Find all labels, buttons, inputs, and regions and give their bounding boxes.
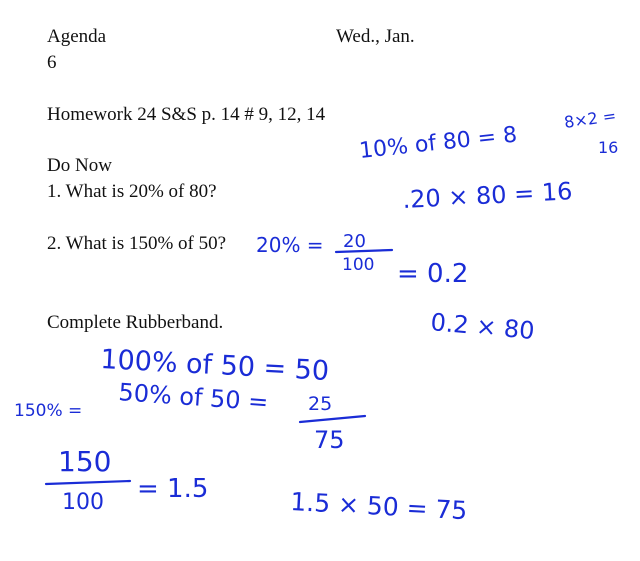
hw-frac2-eq: = 1.5 (137, 474, 209, 504)
agenda-title: Agenda (47, 26, 107, 47)
hw-fraction-eq: = 0.2 (397, 259, 469, 289)
question-2: 2. What is 150% of 50? (47, 233, 227, 254)
hw-decimal-mult: 0.2 × 80 (429, 308, 536, 346)
hw-final: 1.5 × 50 = 75 (289, 487, 469, 526)
agenda-date: Wed., Jan. (336, 26, 415, 47)
hw-fifty-result: 25 (308, 393, 333, 415)
hw-fraction-den: 100 (342, 255, 375, 275)
hw-ten-percent: 10% of 80 = 8 (358, 122, 519, 164)
hw-fraction-label: 20% = (256, 233, 324, 257)
hw-frac2-bar (46, 481, 130, 484)
hw-fifty-percent: 50% of 50 = (117, 378, 270, 417)
do-now-heading: Do Now (47, 155, 112, 176)
hw-sum: 75 (314, 426, 345, 454)
hw-decimal: .20 × 80 = 16 (401, 177, 574, 214)
hw-fraction-num: 20 (343, 231, 366, 252)
complete-rubberband: Complete Rubberband. (47, 312, 224, 333)
homework-line: Homework 24 S&S p. 14 # 9, 12, 14 (47, 104, 326, 125)
hw-oneFifty-label: 150% = (14, 401, 83, 421)
hw-double-result: 16 (598, 138, 619, 157)
hw-hundred-percent: 100% of 50 = 50 (99, 344, 330, 387)
agenda-number: 6 (47, 52, 57, 73)
question-1: 1. What is 20% of 80? (47, 181, 217, 202)
hw-frac2-den: 100 (62, 490, 104, 515)
hw-sum-bar (300, 416, 365, 422)
hw-frac2-num: 150 (58, 445, 112, 478)
hw-double: 8×2 = (562, 105, 618, 132)
